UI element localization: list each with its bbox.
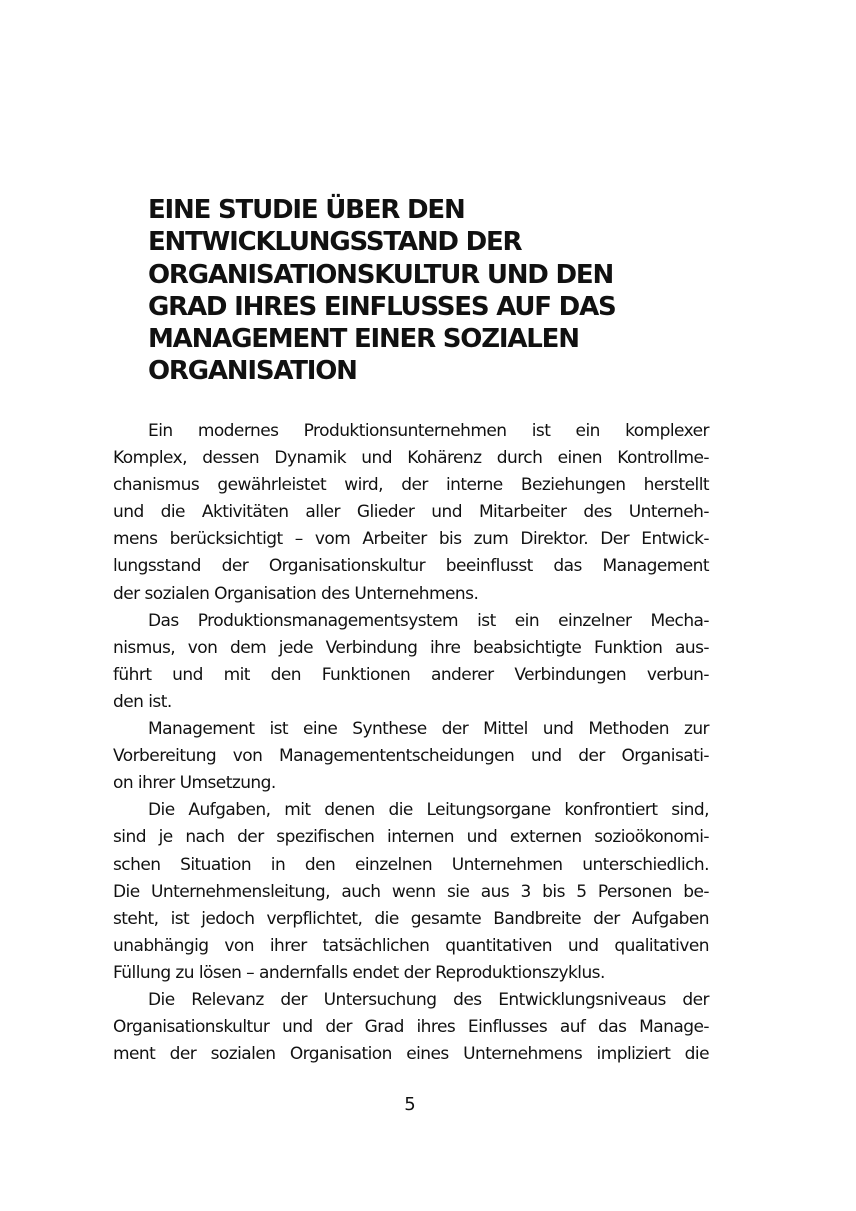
- paragraph-4: [113, 797, 709, 987]
- chapter-title-line: GRAD IHRES EINFLUSSES AUF DAS: [148, 291, 616, 322]
- text-line: schen Situation in den einzelnen Unternehmen unterschiedlich.: [113, 854, 709, 875]
- paragraph-1: [113, 418, 709, 608]
- text-line: Die Relevanz der Untersuchung des Entwicklungsniveaus der: [148, 989, 709, 1010]
- text-line: Ein modernes Produktionsunternehmen ist ein komplexer: [148, 421, 709, 441]
- text-line: on ihrer Umsetzung.: [113, 773, 276, 794]
- chapter-title-line: MANAGEMENT EINER SOZIALEN: [148, 324, 579, 355]
- chapter-title-line: ORGANISATIONSKULTUR UND DEN: [148, 259, 614, 290]
- text-line: unabhängig von ihrer tatsächlichen quantitativen und qualitativen: [113, 935, 709, 956]
- text-line: nismus, von dem jede Verbindung ihre beabsichtigte Funktion aus-: [113, 637, 709, 658]
- text-line: Vorbereitung von Managemententscheidungen und der Organisati-: [113, 746, 709, 767]
- text-line: sind je nach der spezifischen internen und externen sozioökonomi-: [113, 827, 709, 848]
- paragraph-5: [113, 987, 709, 1068]
- chapter-title-line: EINE STUDIE ÜBER DEN: [148, 195, 465, 225]
- text-line: Organisationskultur und der Grad ihres Einflusses auf das Manage-: [113, 1017, 709, 1038]
- text-line: Komplex, dessen Dynamik und Kohärenz durch einen Kontrollme-: [113, 448, 709, 469]
- text-line: steht, ist jedoch verpflichtet, die gesamte Bandbreite der Aufgaben: [113, 908, 709, 929]
- chapter-title-line: ENTWICKLUNGSSTAND DER: [148, 227, 522, 258]
- text-line: führt und mit den Funktionen anderer Verbindungen verbun-: [113, 664, 709, 685]
- text-line: Management ist eine Synthese der Mittel und Methoden zur: [148, 719, 709, 740]
- text-line: Die Unternehmensleitung, auch wenn sie aus 3 bis 5 Personen be-: [113, 881, 709, 902]
- text-line: lungsstand der Organisationskultur beeinflusst das Management: [113, 556, 709, 577]
- page-number: 5: [404, 1094, 416, 1115]
- chapter-title: [148, 194, 708, 388]
- body-text: [113, 418, 709, 1068]
- text-line: den ist.: [113, 691, 172, 712]
- text-line: Das Produktionsmanagementsystem ist ein einzelner Mecha-: [148, 610, 709, 631]
- paragraph-3: [113, 716, 709, 797]
- text-line: Die Aufgaben, mit denen die Leitungsorgane konfrontiert sind,: [148, 800, 709, 821]
- text-line: Füllung zu lösen – andernfalls endet der Reproduktionszyklus.: [113, 962, 605, 983]
- text-line: chanismus gewährleistet wird, der interne Beziehungen herstellt: [113, 475, 709, 496]
- paragraph-2: [113, 608, 709, 716]
- text-line: und die Aktivitäten aller Glieder und Mitarbeiter des Unterneh-: [113, 502, 709, 523]
- text-line: ment der sozialen Organisation eines Unternehmens impliziert die: [113, 1044, 709, 1065]
- text-line: der sozialen Organisation des Unternehmens.: [113, 583, 479, 604]
- chapter-title-line: ORGANISATION: [148, 356, 357, 387]
- text-line: mens berücksichtigt – vom Arbeiter bis zum Direktor. Der Entwick-: [113, 529, 709, 550]
